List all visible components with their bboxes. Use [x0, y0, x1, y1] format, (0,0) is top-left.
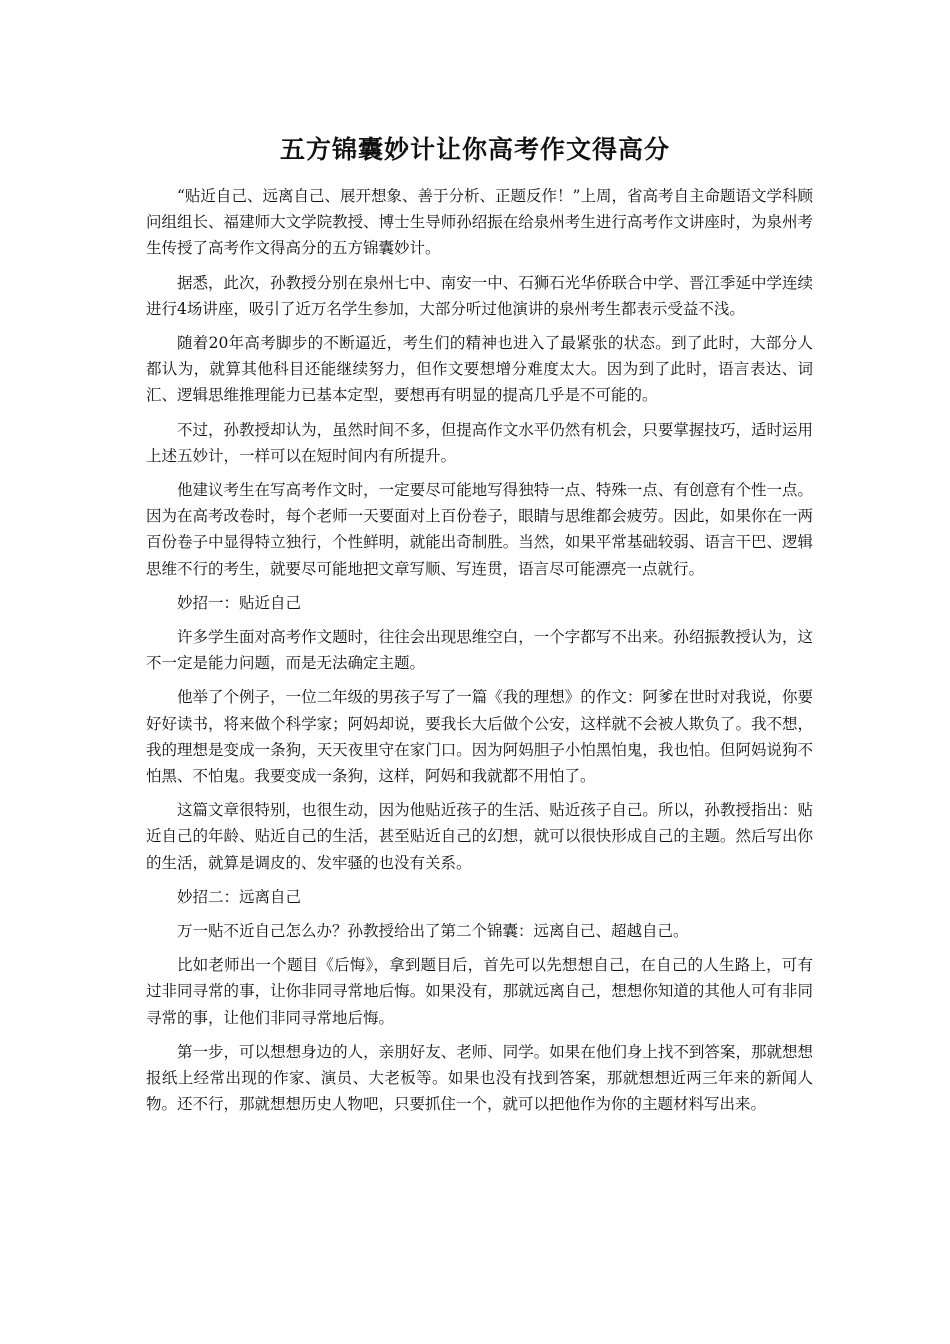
paragraph: 随着20年高考脚步的不断逼近，考生们的精神也进入了最紧张的状态。到了此时，大部分人都认为，就算其他科目还能继续努力，但作文要想增分难度太大。因为到了此时，语言表达、词汇、逻辑思维推理能力已基本定型，要想再有明显的提高几乎是不可能的。: [146, 334, 813, 405]
paragraph: 据悉，此次，孙教授分别在泉州七中、南安一中、石狮石光华侨联合中学、晋江季延中学连续进行4场讲座，吸引了近万名学生参加，大部分听过他演讲的泉州考生都表示受益不浅。: [146, 273, 813, 318]
section-heading: 妙招二：远离自己: [177, 887, 302, 906]
paragraph: 他举了个例子，一位二年级的男孩子写了一篇《我的理想》的作文：阿爹在世时对我说，你要好好读书，将来做个科学家；阿妈却说，要我长大后做个公安，这样就不会被人欺负了。我不想，我的理想是变成一条狗，天天夜里守在家门口。因为阿妈胆子小怕黑怕鬼，我也怕。但阿妈说狗不怕黑、不怕鬼。我要变成一条狗，这样，阿妈和我就都不用怕了。: [146, 688, 813, 786]
paragraph: 比如老师出一个题目《后悔》，拿到题目后，首先可以先想想自己，在自己的人生路上，可有过非同寻常的事，让你非同寻常地后悔。如果没有，那就远离自己，想想你知道的其他人可有非同寻常的事，让他们非同寻常地后悔。: [146, 956, 813, 1027]
paragraph: 第一步，可以想想身边的人，亲朋好友、老师、同学。如果在他们身上找不到答案，那就想想报纸上经常出现的作家、演员、大老板等。如果也没有找到答案，那就想想近两三年来的新闻人物。还不行，那就想想历史人物吧，只要抓住一个，就可以把他作为你的主题材料写出来。: [146, 1042, 813, 1114]
paragraph: 他建议考生在写高考作文时，一定要尽可能地写得独特一点、特殊一点、有创意有个性一点。因为在高考改卷时，每个老师一天要面对上百份卷子，眼睛与思维都会疲劳。因此，如果你在一两百份卷子中显得特立独行，个性鲜明，就能出奇制胜。当然，如果平常基础较弱、语言干巴、逻辑思维不行的考生，就要尽可能地把文章写顺、写连贯，语言尽可能漂亮一点就行。: [146, 481, 813, 578]
paragraph: 不过，孙教授却认为，虽然时间不多，但提高作文水平仍然有机会，只要掌握技巧，适时运用上述五妙计，一样可以在短时间内有所提升。: [146, 420, 813, 465]
section-heading: 妙招一：贴近自己: [177, 593, 302, 612]
paragraph: 万一贴不近自己怎么办？孙教授给出了第二个锦囊：远离自己、超越自己。: [177, 922, 689, 941]
paragraph-intro: “贴近自己、远离自己、展开想象、善于分析、正题反作！”上周，省高考自主命题语文学科顾问组组长、福建师大文学院教授、博士生导师孙绍振在给泉州考生进行高考作文讲座时，为泉州考生传授了高考作文得高分的五方锦囊妙计。: [146, 187, 813, 258]
document-title: 五方锦囊妙计让你高考作文得高分: [279, 135, 670, 164]
document-body: [146, 183, 813, 1126]
paragraph: 许多学生面对高考作文题时，往往会出现思维空白，一个字都写不出来。孙绍振教授认为，这不一定是能力问题，而是无法确定主题。: [146, 628, 813, 673]
paragraph: 这篇文章很特别，也很生动，因为他贴近孩子的生活、贴近孩子自己。所以，孙教授指出：贴近自己的年龄、贴近自己的生活，甚至贴近自己的幻想，就可以很快形成自己的主题。然后写出你的生活，就算是调皮的、发牢骚的也没有关系。: [146, 801, 813, 872]
